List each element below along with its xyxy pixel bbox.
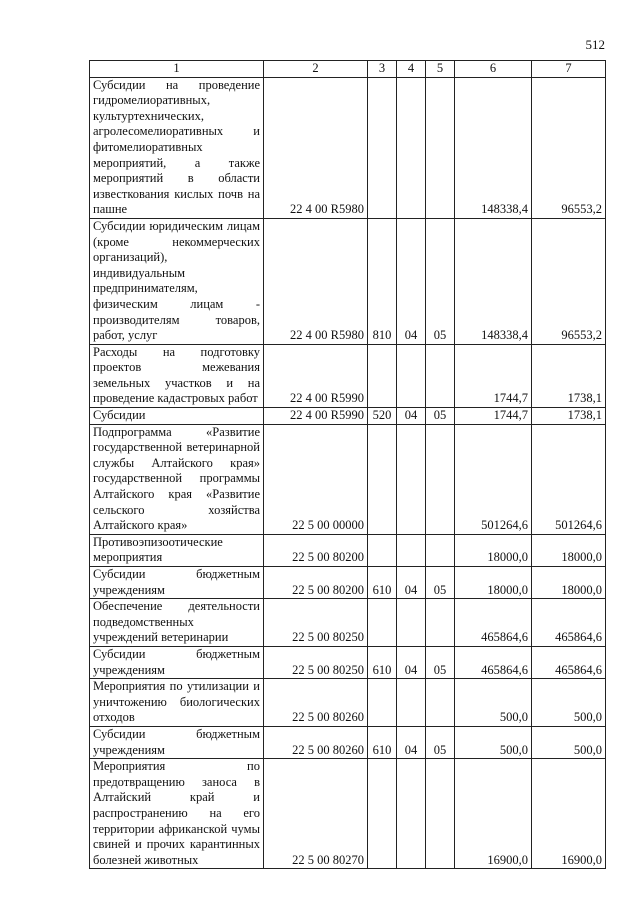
row-pr: 05 [426, 646, 455, 678]
row-sum-2: 501264,6 [532, 424, 606, 534]
row-sum-1: 16900,0 [455, 759, 532, 869]
row-rz [397, 599, 426, 647]
row-code: 22 5 00 80200 [264, 567, 368, 599]
row-sum-1: 18000,0 [455, 534, 532, 566]
row-vr: 520 [368, 408, 397, 425]
row-name: Субсидии на проведение гидромелиоративных, культуртехнических, агролесомелиоративных и фитомелиоративных мероприятий, а также мероприятий в области известкования кислых почв на пашне [90, 77, 264, 218]
table-row [90, 534, 606, 566]
row-code: 22 5 00 80250 [264, 646, 368, 678]
row-vr [368, 534, 397, 566]
row-vr: 610 [368, 567, 397, 599]
row-sum-2: 96553,2 [532, 77, 606, 218]
row-vr [368, 77, 397, 218]
row-sum-2: 500,0 [532, 726, 606, 758]
page-number: 512 [585, 37, 605, 52]
row-sum-1: 1744,7 [455, 408, 532, 425]
row-sum-1: 465864,6 [455, 646, 532, 678]
row-name: Субсидии бюджетным учреждениям [90, 726, 264, 758]
table-row [90, 567, 606, 599]
header-col-1: 1 [90, 61, 264, 78]
row-rz [397, 424, 426, 534]
row-sum-2: 16900,0 [532, 759, 606, 869]
row-name: Расходы на подготовку проектов межевания земельных участков и на проведение кадастровых работ [90, 344, 264, 407]
row-pr: 05 [426, 218, 455, 344]
row-sum-1: 500,0 [455, 726, 532, 758]
header-col-2: 2 [264, 61, 368, 78]
table-row [90, 726, 606, 758]
header-col-5: 5 [426, 61, 455, 78]
row-sum-1: 465864,6 [455, 599, 532, 647]
row-rz [397, 534, 426, 566]
row-code: 22 4 00 R5980 [264, 218, 368, 344]
row-sum-2: 500,0 [532, 679, 606, 727]
row-vr [368, 599, 397, 647]
table-row [90, 599, 606, 647]
row-rz: 04 [397, 408, 426, 425]
row-sum-1: 501264,6 [455, 424, 532, 534]
row-name: Субсидии [90, 408, 264, 425]
row-code: 22 5 00 80250 [264, 599, 368, 647]
row-code: 22 5 00 80260 [264, 679, 368, 727]
table-row [90, 759, 606, 869]
row-pr [426, 344, 455, 407]
row-code: 22 5 00 80200 [264, 534, 368, 566]
row-rz [397, 679, 426, 727]
row-code: 22 5 00 80270 [264, 759, 368, 869]
row-sum-1: 500,0 [455, 679, 532, 727]
row-sum-2: 465864,6 [532, 646, 606, 678]
row-sum-1: 1744,7 [455, 344, 532, 407]
table-row [90, 646, 606, 678]
header-col-3: 3 [368, 61, 397, 78]
row-name: Противоэпизоотические мероприятия [90, 534, 264, 566]
row-sum-2: 465864,6 [532, 599, 606, 647]
row-code: 22 4 00 R5980 [264, 77, 368, 218]
row-vr [368, 344, 397, 407]
row-pr [426, 77, 455, 218]
header-col-7: 7 [532, 61, 606, 78]
row-sum-2: 18000,0 [532, 567, 606, 599]
row-sum-1: 148338,4 [455, 218, 532, 344]
row-code: 22 4 00 R5990 [264, 344, 368, 407]
row-code: 22 4 00 R5990 [264, 408, 368, 425]
row-name: Мероприятия по предотвращению заноса в Алтайский край и распространению на его территории африканской чумы свиней и прочих карантинных болезней животных [90, 759, 264, 869]
row-name: Мероприятия по утилизации и уничтожению биологических отходов [90, 679, 264, 727]
row-sum-2: 96553,2 [532, 218, 606, 344]
row-name: Обеспечение деятельности подведомственных учреждений ветеринарии [90, 599, 264, 647]
row-pr [426, 534, 455, 566]
table-row [90, 344, 606, 407]
row-vr: 810 [368, 218, 397, 344]
row-vr: 610 [368, 646, 397, 678]
row-sum-2: 1738,1 [532, 408, 606, 425]
row-rz: 04 [397, 646, 426, 678]
table-row [90, 218, 606, 344]
row-pr [426, 679, 455, 727]
table-row [90, 424, 606, 534]
row-name: Субсидии бюджетным учреждениям [90, 646, 264, 678]
row-name: Субсидии бюджетным учреждениям [90, 567, 264, 599]
table-row [90, 679, 606, 727]
row-vr: 610 [368, 726, 397, 758]
row-vr [368, 759, 397, 869]
table-row [90, 408, 606, 425]
row-code: 22 5 00 00000 [264, 424, 368, 534]
row-rz: 04 [397, 218, 426, 344]
row-sum-1: 148338,4 [455, 77, 532, 218]
table-row [90, 77, 606, 218]
row-name: Подпрограмма «Развитие государственной ветеринарной службы Алтайского края» государственной программы Алтайского края «Развитие сельского хозяйства Алтайского края» [90, 424, 264, 534]
row-rz [397, 77, 426, 218]
header-row [90, 61, 606, 78]
row-vr [368, 424, 397, 534]
row-pr: 05 [426, 726, 455, 758]
row-pr [426, 599, 455, 647]
row-pr [426, 424, 455, 534]
row-vr [368, 679, 397, 727]
row-sum-2: 18000,0 [532, 534, 606, 566]
row-pr: 05 [426, 408, 455, 425]
row-pr [426, 759, 455, 869]
row-pr: 05 [426, 567, 455, 599]
row-name: Субсидии юридическим лицам (кроме некоммерческих организаций), индивидуальным предпринимателям, физическим лицам - производителям товаров, работ, услуг [90, 218, 264, 344]
budget-table [89, 60, 606, 869]
row-code: 22 5 00 80260 [264, 726, 368, 758]
header-col-6: 6 [455, 61, 532, 78]
header-col-4: 4 [397, 61, 426, 78]
row-rz: 04 [397, 567, 426, 599]
row-rz [397, 759, 426, 869]
row-sum-2: 1738,1 [532, 344, 606, 407]
row-rz [397, 344, 426, 407]
row-rz: 04 [397, 726, 426, 758]
row-sum-1: 18000,0 [455, 567, 532, 599]
